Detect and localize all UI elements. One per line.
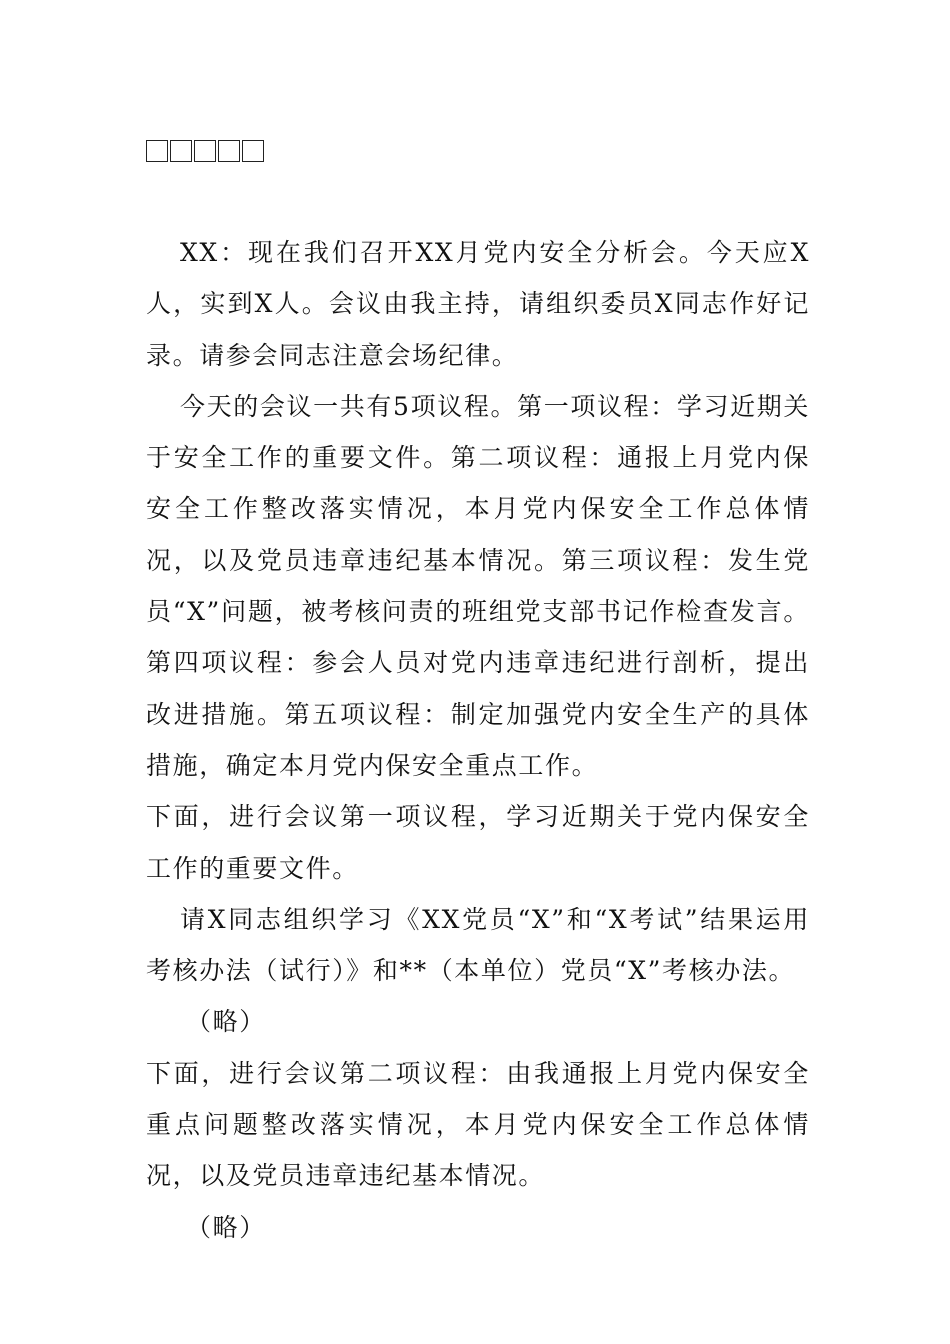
- paragraph-item-two: 下面，进行会议第二项议程：由我通报上月党内保安全重点问题整改落实情况，本月党内保安全工作总体情况，以及党员违章违纪基本情况。: [146, 1058, 810, 1191]
- missing-glyph-box: [170, 140, 192, 162]
- missing-glyph-box: [242, 140, 264, 162]
- missing-glyph-box: [218, 140, 240, 162]
- paragraph-opening: XX：现在我们召开XX月党内安全分析会。今天应X人，实到X人。会议由我主持，请组织委员X同志作好记录。请参会同志注意会场纪律。: [146, 238, 810, 370]
- paragraph-study: 请X同志组织学习《XX党员“X”和“X考试”结果运用考核办法（试行）》和**（本单位）党员“X”考核办法。: [146, 904, 810, 986]
- missing-glyph-box: [194, 140, 216, 162]
- paragraph-omitted: （略）: [186, 1007, 266, 1037]
- paragraph-agenda: 今天的会议一共有5项议程。第一项议程：学习近期关于安全工作的重要文件。第二项议程：通报上月党内保安全工作整改落实情况，本月党内保安全工作总体情况，以及党员违章违纪基本情况。第三项议程：发生党员“X”问题，被考核问责的班组党支部书记作检查发言。第四项议程：参会人员对党内违章违纪进行剖析，提出改进措施。第五项议程：制定加强党内安全生产的具体措施，确定本月党内保安全重点工作。: [146, 391, 810, 780]
- missing-glyph-box: [146, 140, 168, 162]
- paragraph-item-one: 下面，进行会议第一项议程，学习近期关于党内保安全工作的重要文件。: [146, 802, 810, 883]
- document-title: [146, 134, 264, 170]
- document-body: [146, 227, 810, 1253]
- paragraph-omitted: （略）: [186, 1212, 266, 1242]
